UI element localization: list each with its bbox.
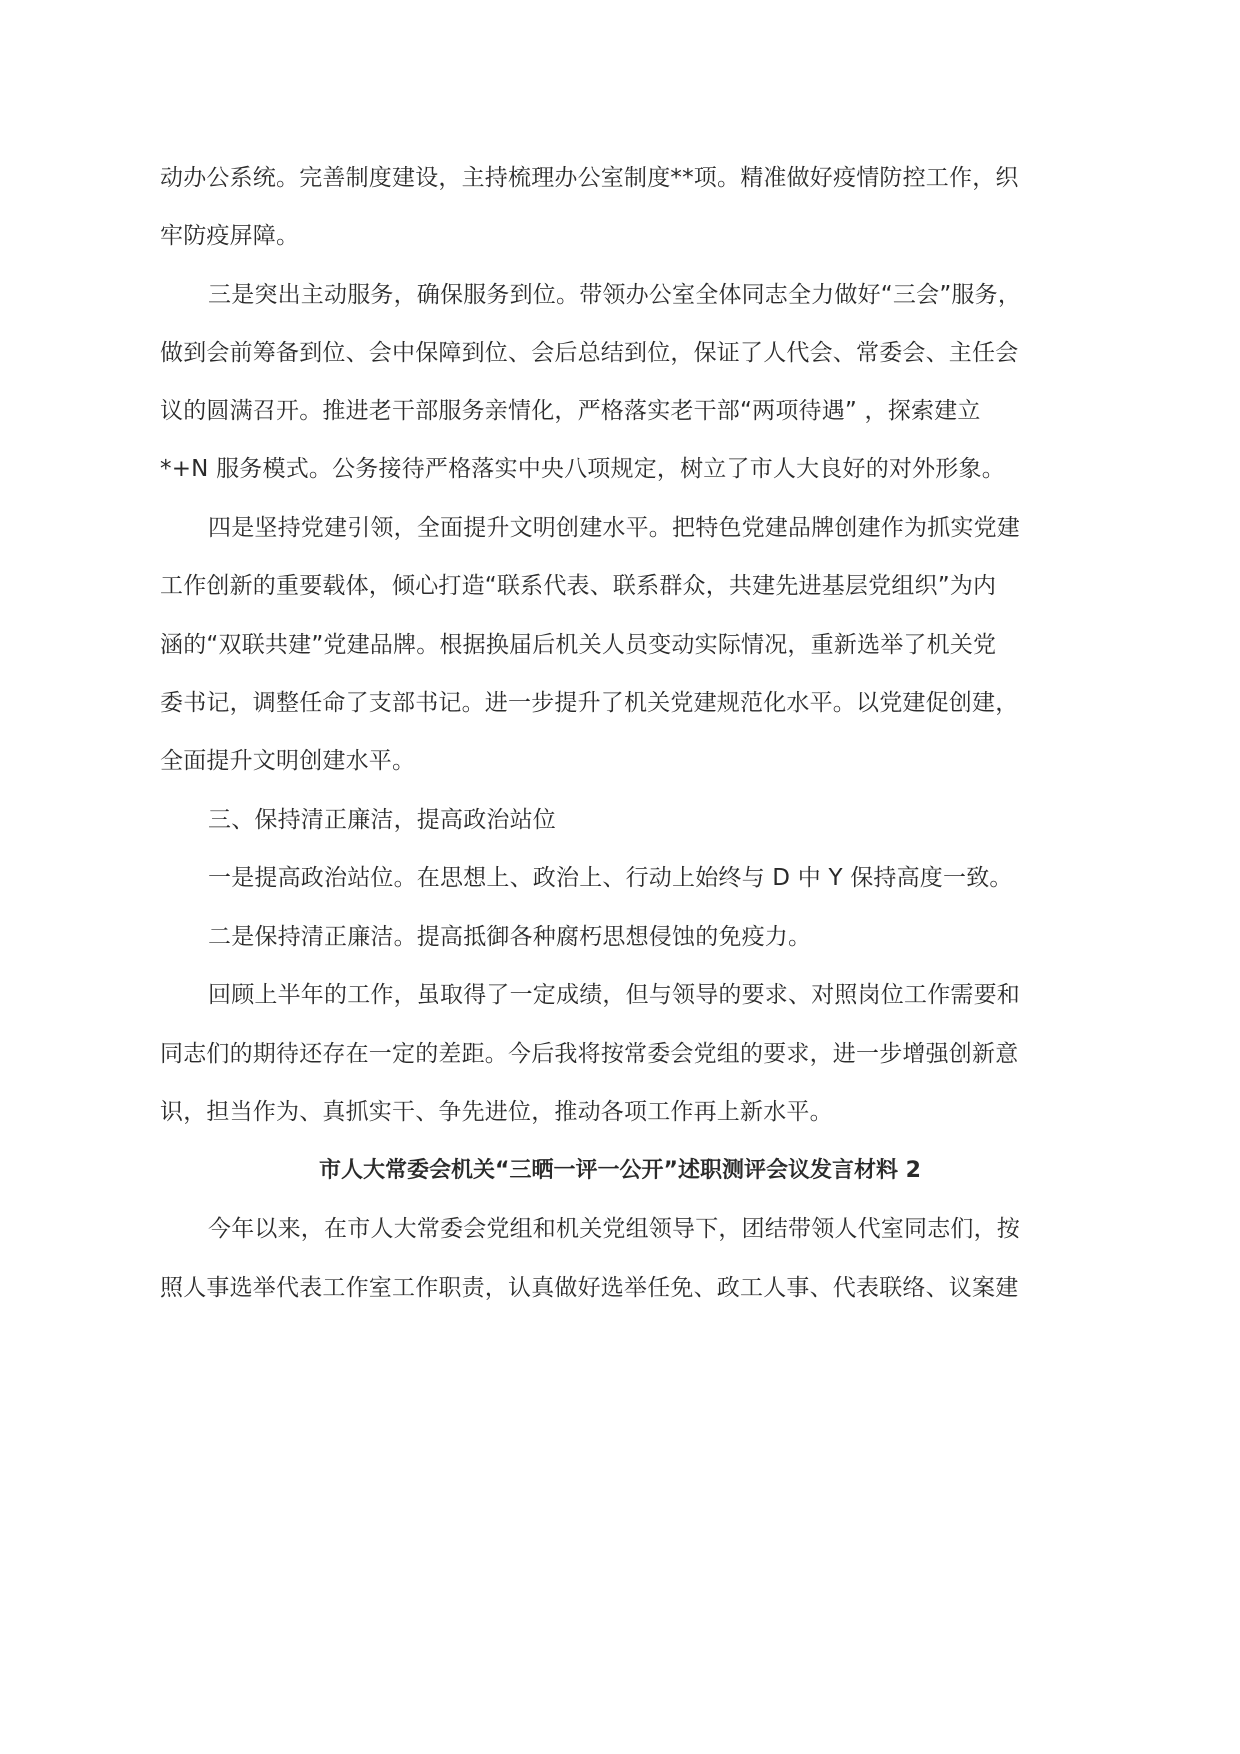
section-heading: 三、保持清正廉洁，提高政治站位 — [208, 807, 556, 833]
paragraph-line: 回顾上半年的工作，虽取得了一定成绩，但与领导的要求、对照岗位工作需要和 — [208, 982, 1020, 1008]
paragraph-line: 识，担当作为、真抓实干、争先进位，推动各项工作再上新水平。 — [160, 1099, 833, 1125]
paragraph-line: 一是提高政治站位。在思想上、政治上、行动上始终与 D 中 Y 保持高度一致。 — [208, 865, 1013, 891]
paragraph-line: 同志们的期待还存在一定的差距。今后我将按常委会党组的要求，进一步增强创新意 — [160, 1041, 1019, 1067]
paragraph-line: 委书记，调整任命了支部书记。进一步提升了机关党建规范化水平。以党建促创建， — [160, 690, 1019, 716]
paragraph-line: 三是突出主动服务，确保服务到位。带领办公室全体同志全力做好“三会”服务， — [208, 282, 1022, 308]
paragraph-line: 牢防疫屏障。 — [160, 223, 300, 249]
paragraph-line: 二是保持清正廉洁。提高抵御各种腐朽思想侵蚀的免疫力。 — [208, 924, 812, 950]
paragraph-line: 今年以来，在市人大常委会党组和机关党组领导下，团结带领人代室同志们，按 — [208, 1216, 1020, 1242]
paragraph-line: 涵的“双联共建”党建品牌。根据换届后机关人员变动实际情况，重新选举了机关党 — [160, 632, 997, 658]
paragraph-line: 照人事选举代表工作室工作职责，认真做好选举任免、政工人事、代表联络、议案建 — [160, 1275, 1019, 1301]
paragraph-line: 动办公系统。完善制度建设，主持梳理办公室制度**项。精准做好疫情防控工作，织 — [160, 165, 1019, 191]
paragraph-line: 四是坚持党建引领，全面提升文明创建水平。把特色党建品牌创建作为抓实党建 — [208, 515, 1020, 541]
paragraph-line: *+N 服务模式。公务接待严格落实中央八项规定，树立了市人大良好的对外形象。 — [160, 456, 1005, 482]
paragraph-line: 工作创新的重要载体，倾心打造“联系代表、联系群众，共建先进基层党组织”为内 — [160, 573, 997, 599]
paragraph-line: 做到会前筹备到位、会中保障到位、会后总结到位，保证了人代会、常委会、主任会 — [160, 340, 1019, 366]
document-title: 市人大常委会机关“三晒一评一公开”述职测评会议发言材料 2 — [319, 1158, 921, 1183]
paragraph-line: 议的圆满召开。推进老干部服务亲情化，严格落实老干部“两项待遇” ，探索建立 — [160, 398, 981, 424]
paragraph-line: 全面提升文明创建水平。 — [160, 748, 416, 774]
